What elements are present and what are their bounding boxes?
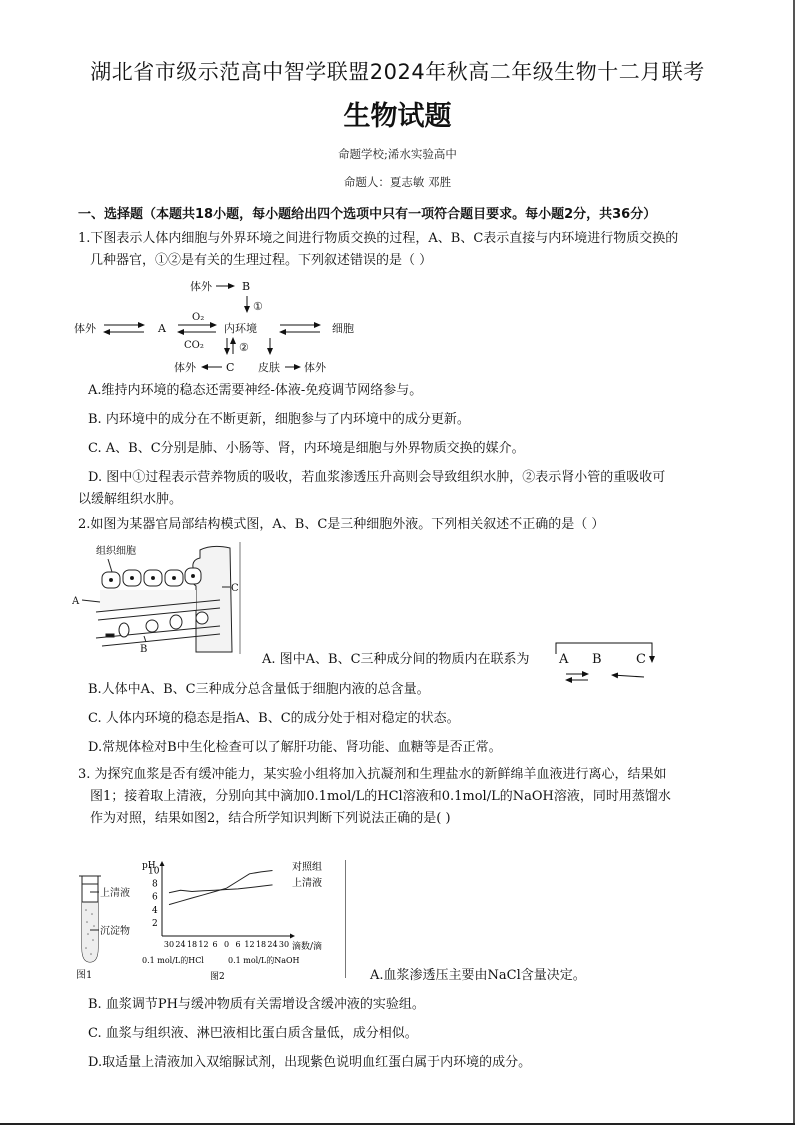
q2-stem: 2.如图为某器官局部结构模式图，A、B、C是三种细胞外液。下列相关叙述不正确的是（ ） [78, 517, 605, 532]
relation-c: C [636, 652, 646, 667]
diagram-organ-c: C [226, 361, 235, 374]
figure1-caption: 图1 [76, 970, 93, 981]
q2-option-c: C. 人体内环境的稳态是指A、B、C的成分处于相对稳定的状态。 [88, 711, 460, 726]
q3-stem-line3: 作为对照，结果如图2，结合所学知识判断下列说法正确的是( ) [90, 811, 451, 826]
q3-figure1-test-tube [70, 870, 142, 982]
tube-label-sediment: 沉淀物 [100, 926, 130, 937]
chart-y-tick: 2 [152, 918, 158, 929]
chart-x-tick: 24 [175, 940, 186, 949]
q3-option-b: B. 血浆调节PH与缓冲物质有关需增设含缓冲液的实验组。 [88, 997, 425, 1012]
chart-x-tick: 12 [244, 940, 255, 949]
diagram-co2: CO₂ [184, 340, 204, 351]
diagram-internal-environment: 内环境 [224, 322, 257, 335]
q1-option-d: D. 图中①过程表示营养物质的吸收，若血浆渗透压升高则会导致组织水肿，②表示肾小管的重吸收可 [88, 470, 666, 485]
q3-option-c: C. 血浆与组织液、淋巴液相比蛋白质含量低，成分相似。 [88, 1026, 418, 1041]
figure-divider [345, 860, 346, 978]
chart-x-tick: 18 [186, 940, 198, 949]
chart-x-label: 滴数/滴 [292, 942, 323, 952]
chart-x-tick: 24 [267, 940, 278, 949]
q2-option-a-relation-diagram [552, 640, 667, 688]
section-heading: 一、选择题（本题共18小题，每小题给出四个选项中只有一项符合题目要求。每小题2分，共36分） [78, 207, 657, 222]
q2-option-d: D.常规体检对B中生化检查可以了解肝功能、肾功能、血糖等是否正常。 [88, 740, 502, 755]
diagram-process-2: ② [239, 341, 249, 354]
diagram-outside-top: 体外 [190, 280, 212, 293]
q1-option-d-continued: 以缓解组织水肿。 [78, 492, 183, 507]
q3-stem-line2: 图1；接着取上清液，分别向其中滴加0.1mol/L的HCl溶液和0.1mol/L的NaOH溶液，同时用蒸馏水 [90, 789, 671, 804]
chart-y-tick: 4 [152, 905, 158, 916]
exam-school: 命题学校;浠水实验高中 [338, 147, 457, 161]
chart-legend-label: 上清液 [292, 878, 322, 889]
diagram-organ-a: A [158, 322, 166, 335]
diagram-outside-bottom-right: 体外 [304, 361, 326, 374]
chart-series-line-control [169, 871, 273, 905]
chart-series-line-supernatant [169, 885, 273, 893]
q1-option-c: C. A、B、C分别是肺、小肠等、肾，内环境是细胞与外界物质交换的媒介。 [88, 441, 525, 456]
figure-label-b: B [140, 644, 148, 654]
chart-x-tick: 30 [278, 940, 290, 949]
chart-y-tick: 6 [152, 892, 158, 903]
chart-legend-label: 对照组 [292, 862, 322, 873]
chart-x-tick: 12 [198, 940, 209, 949]
q1-option-b: B. 内环境中的成分在不断更新，细胞参与了内环境中的成分更新。 [88, 412, 470, 427]
chart-x-tick: 6 [212, 940, 218, 949]
diagram-o2: O₂ [192, 312, 205, 323]
q3-stem-line1: 3. 为探究血浆是否有缓冲能力，某实验小组将加入抗凝剂和生理盐水的新鲜绵羊血液进行离心，结果如 [78, 767, 667, 782]
chart-caption: 图2 [210, 972, 225, 982]
q1-stem-line2: 几种器官，①②是有关的生理过程。下列叙述错误的是（ ） [90, 253, 433, 268]
exam-title: 湖北省市级示范高中智学联盟2024年秋高二年级生物十二月联考 [90, 60, 705, 84]
exam-authors: 命题人：夏志敏 邓胜 [343, 175, 452, 189]
diagram-cell: 细胞 [332, 322, 354, 335]
exam-subtitle: 生物试题 [343, 101, 452, 132]
diagram-outside-left: 体外 [74, 322, 96, 335]
figure-label-tissue-cells: 组织细胞 [96, 546, 136, 557]
figure-label-a: A [72, 596, 80, 607]
diagram-process-1: ① [253, 300, 263, 313]
q2-figure-tissue-diagram [72, 542, 242, 654]
chart-x-tick: 6 [235, 940, 241, 949]
q2-option-b: B.人体中A、B、C三种成分总含量低于细胞内液的总含量。 [88, 682, 430, 697]
relation-a: A [559, 652, 569, 667]
chart-y-label: pH [142, 861, 156, 871]
diagram-outside-bottom-left: 体外 [174, 361, 196, 374]
figure-label-c: C [231, 583, 239, 594]
chart-y-tick: 10 [148, 866, 160, 877]
q1-figure-exchange-diagram [70, 276, 380, 376]
chart-y-tick: 8 [152, 879, 158, 890]
q2-option-a: A. 图中A、B、C三种成分间的物质内在联系为 [262, 652, 530, 667]
relation-b: B [592, 652, 602, 667]
q1-option-a: A.维持内环境的稳态还需要神经-体液-免疫调节网络参与。 [88, 383, 423, 398]
q3-option-a: A.血浆渗透压主要由NaCl含量决定。 [370, 968, 586, 983]
chart-x-tick: 18 [255, 940, 267, 949]
q3-figure2-ph-chart [142, 856, 342, 984]
q3-option-d: D.取适量上清液加入双缩脲试剂，出现紫色说明血红蛋白属于内环境的成分。 [88, 1055, 532, 1070]
chart-hcl-label: 0.1 mol/L的HCl [142, 956, 204, 965]
chart-x-tick: 0 [223, 940, 230, 949]
chart-x-tick: 30 [163, 940, 175, 949]
q1-stem-line1: 1.下图表示人体内细胞与外界环境之间进行物质交换的过程，A、B、C表示直接与内环境进行物质交换的 [78, 231, 679, 246]
diagram-skin: 皮肤 [258, 361, 280, 374]
tube-label-supernatant: 上清液 [100, 888, 130, 899]
chart-naoh-label: 0.1 mol/L的NaOH [228, 956, 300, 965]
diagram-organ-b: B [242, 280, 251, 293]
